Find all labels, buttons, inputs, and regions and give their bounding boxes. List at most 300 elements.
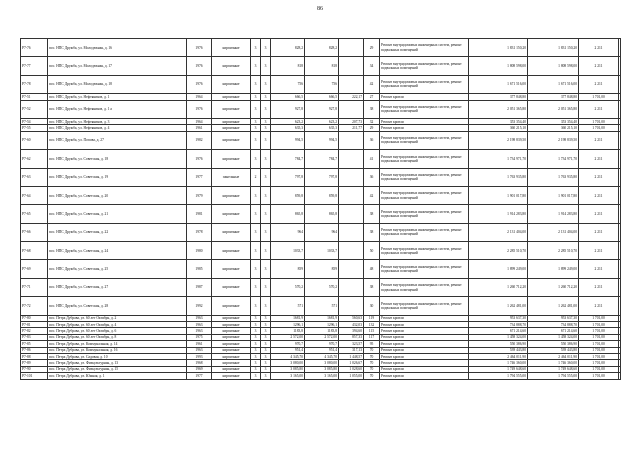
cell-row-id: Р7-51	[21, 94, 48, 100]
cell-build-year: 1963	[187, 328, 212, 334]
cell-address: пос. Петра Дубрава, ул. Южная, д. 1	[48, 373, 187, 379]
cell-address: пос. НПС Дружба, ул. Советская, д. 18	[48, 150, 187, 168]
cell-work-type: Ремонт кровли	[380, 366, 469, 372]
cell-roof-area	[339, 57, 364, 75]
cell-unit-limit	[619, 373, 621, 379]
cell-residents: 70	[364, 353, 380, 359]
cell-unit-limit	[619, 260, 621, 278]
cell-work-type: Ремонт внутридомовых инженерных систем, ремонт подвальных помещений	[380, 100, 469, 118]
cell-living-area: 859,8	[305, 186, 339, 204]
cell-residents: 70	[364, 360, 380, 366]
cell-row-id: Р7-55	[21, 125, 48, 131]
cell-unit-cost: 1 701,00	[579, 334, 619, 340]
cell-total-area: 1183,8	[271, 328, 305, 334]
cell-total-area: 571	[271, 297, 305, 315]
cell-cost: 2 131 404,00	[469, 223, 528, 241]
cell-cost: 550 386,90	[469, 341, 528, 347]
cell-total-cost: 1 260 712,20	[528, 278, 579, 296]
table-row	[21, 297, 621, 315]
cell-wall-material: кирпичные	[212, 353, 251, 359]
cell-unit-cost: 2 211	[579, 75, 619, 93]
cell-entrances: 3	[261, 131, 271, 149]
cell-residents: 38	[364, 100, 380, 118]
cell-floors: 3	[251, 341, 261, 347]
cell-address: пос. Петра Дубрава, ул. Физкультурная, д. 15	[48, 366, 187, 372]
cell-roof-area	[339, 150, 364, 168]
cell-cost: 1 901 017,80	[469, 186, 528, 204]
cell-unit-cost: 2 211	[579, 186, 619, 204]
cell-row-id: Р7-80	[21, 315, 48, 321]
cell-wall-material: кирпичные	[212, 131, 251, 149]
cell-total-cost: 539 443,80	[528, 347, 579, 353]
cell-row-id: Р7-64	[21, 186, 48, 204]
cell-address: пос. НПС Дружба, ул. Советская, д. 19	[48, 168, 187, 186]
cell-build-year: 1979	[187, 186, 212, 204]
cell-unit-cost: 2 211	[579, 57, 619, 75]
cell-address: пос. НПС Дружба, ул. Нефтяников, д. 1	[48, 94, 187, 100]
cell-roof-area	[339, 260, 364, 278]
cell-row-id: Р7-62	[21, 150, 48, 168]
cell-build-year: 1977	[187, 168, 212, 186]
cell-address: пос. НПС Дружба, ул. Советская, д. 27	[48, 278, 187, 296]
cell-living-area: 2 572,00	[305, 334, 339, 340]
cell-wall-material: панельные	[212, 168, 251, 186]
cell-cost: 734 888,70	[469, 322, 528, 328]
cell-roof-area	[339, 223, 364, 241]
cell-floors: 3	[251, 125, 261, 131]
cell-build-year: 1961	[187, 341, 212, 347]
cell-cost: 953 637,30	[469, 315, 528, 321]
cell-wall-material: кирпичные	[212, 39, 251, 57]
cell-roof-area: 1 055,00	[339, 373, 364, 379]
cell-build-year: 1987	[187, 278, 212, 296]
cell-unit-cost: 1 701,00	[579, 322, 619, 328]
cell-residents: 48	[364, 260, 380, 278]
cell-cost: 377 848,80	[469, 94, 528, 100]
cell-unit-limit	[619, 278, 621, 296]
cell-address: пос. НПС Дружба, ул. Советская, д. 28	[48, 297, 187, 315]
cell-row-id: Р7-63	[21, 168, 48, 186]
cell-total-cost: 377 848,80	[528, 94, 579, 100]
cell-residents: 30	[364, 297, 380, 315]
cell-total-cost: 1 734 971,70	[528, 150, 579, 168]
cell-living-area: 964	[305, 223, 339, 241]
cell-cost: 2 285 510,70	[469, 242, 528, 260]
cell-living-area: 865,8	[305, 205, 339, 223]
cell-roof-area	[339, 297, 364, 315]
cell-address: пос. НПС Дружба, ул. Советская, д. 22	[48, 223, 187, 241]
cell-unit-cost: 2 211	[579, 260, 619, 278]
cell-unit-cost: 1 701,00	[579, 118, 619, 124]
cell-residents: 70	[364, 373, 380, 379]
cell-build-year: 1993	[187, 353, 212, 359]
cell-living-area: 4 345,70	[305, 353, 339, 359]
cell-floors: 3	[251, 75, 261, 93]
cell-residents: 29	[364, 125, 380, 131]
cell-total-area: 859	[271, 260, 305, 278]
cell-work-type: Ремонт внутридомовых инженерных систем, ремонт подвальных помещений	[380, 260, 469, 278]
cell-total-cost: 671 214,60	[528, 328, 579, 334]
cell-residents: 50	[364, 242, 380, 260]
cell-address: пос. Петра Дубрава, ул. 60 лет Октября, д. 8	[48, 334, 187, 340]
cell-build-year: 1982	[187, 131, 212, 149]
cell-wall-material: кирпичные	[212, 341, 251, 347]
cell-total-area: 4 345,70	[271, 353, 305, 359]
cell-unit-cost: 2 211	[579, 205, 619, 223]
cell-unit-cost: 1 701,00	[579, 353, 619, 359]
cell-total-area: 818	[271, 57, 305, 75]
cell-residents: 132	[364, 322, 380, 328]
cell-row-id: Р7-65	[21, 205, 48, 223]
cell-build-year: 1976	[187, 75, 212, 93]
cell-total-area: 2 572,00	[271, 334, 305, 340]
cell-total-area: 970,7	[271, 341, 305, 347]
cell-row-id: Р7-83	[21, 334, 48, 340]
table-row	[21, 242, 621, 260]
cell-row-id: Р7-52	[21, 100, 48, 118]
cell-unit-cost: 1 701,00	[579, 315, 619, 321]
cell-work-type: Ремонт кровли	[380, 360, 469, 366]
cell-floors: 3	[251, 328, 261, 334]
cell-build-year: 1976	[187, 57, 212, 75]
cell-roof-area: 211,77	[339, 125, 364, 131]
cell-unit-cost: 2 211	[579, 297, 619, 315]
cell-entrances: 3	[261, 328, 271, 334]
cell-total-cost: 1 749 648,60	[528, 366, 579, 372]
cell-entrances: 3	[261, 373, 271, 379]
cell-total-area: 865,8	[271, 205, 305, 223]
cell-unit-cost: 2 211	[579, 242, 619, 260]
cell-unit-cost: 1 701,00	[579, 328, 619, 334]
cell-entrances: 3	[261, 334, 271, 340]
cell-residents: 29	[364, 39, 380, 57]
cell-living-area: 1681,9	[305, 315, 339, 321]
cell-roof-area	[339, 278, 364, 296]
cell-work-type: Ремонт внутридомовых инженерных систем, ремонт подвальных помещений	[380, 39, 469, 57]
cell-row-id: Р7-68	[21, 242, 48, 260]
cell-build-year: 1961	[187, 125, 212, 131]
cell-roof-area: 1 448,57	[339, 353, 364, 359]
cell-entrances: 3	[261, 75, 271, 93]
cell-residents: 27	[364, 94, 380, 100]
cell-floors: 3	[251, 100, 261, 118]
cell-roof-area	[339, 100, 364, 118]
cell-wall-material: кирпичные	[212, 75, 251, 93]
cell-living-area: 666,5	[305, 94, 339, 100]
cell-cost: 2 464 011,90	[469, 353, 528, 359]
cell-roof-area: 560,63	[339, 315, 364, 321]
cell-total-area: 828,2	[271, 39, 305, 57]
cell-cost: 1 671 516,00	[469, 75, 528, 93]
cell-total-cost: 2 051 365,80	[528, 100, 579, 118]
cell-floors: 3	[251, 334, 261, 340]
cell-floors: 2	[251, 168, 261, 186]
cell-work-type: Ремонт кровли	[380, 315, 469, 321]
cell-total-area: 927,8	[271, 100, 305, 118]
cell-floors: 3	[251, 322, 261, 328]
cell-total-cost: 1 831 150,20	[528, 39, 579, 57]
cell-wall-material: кирпичные	[212, 297, 251, 315]
cell-build-year: 1985	[187, 260, 212, 278]
cell-residents: 41	[364, 150, 380, 168]
cell-work-type: Ремонт кровли	[380, 125, 469, 131]
cell-row-id: Р7-81	[21, 322, 48, 328]
cell-cost: 1 763 935,80	[469, 168, 528, 186]
cell-roof-area: 432,03	[339, 322, 364, 328]
cell-living-area: 1033,7	[305, 242, 339, 260]
cell-row-id: Р7-89	[21, 360, 48, 366]
cell-work-type: Ремонт внутридомовых инженерных систем, ремонт подвальных помещений	[380, 186, 469, 204]
cell-floors: 3	[251, 205, 261, 223]
table-row	[21, 205, 621, 223]
cell-address: пос. Петра Дубрава, ул. 60 лет Октября, д. 4	[48, 322, 187, 328]
cell-roof-area	[339, 186, 364, 204]
cell-total-cost: 953 637,30	[528, 315, 579, 321]
cell-address: пос. НПС Дружба, ул. Советская, д. 25	[48, 260, 187, 278]
cell-address: пос. НПС Дружба, ул. Нефтяников, д. 1 а	[48, 100, 187, 118]
cell-unit-cost: 2 211	[579, 100, 619, 118]
cell-row-id: Р7-77	[21, 57, 48, 75]
cell-total-cost: 2 131 404,00	[528, 223, 579, 241]
cell-living-area: 951,4	[305, 347, 339, 353]
cell-work-type: Ремонт внутридомовых инженерных систем, ремонт подвальных помещений	[380, 75, 469, 93]
cell-roof-area: 1 028,60	[339, 366, 364, 372]
cell-living-area: 859	[305, 260, 339, 278]
cell-address: пос. НПС Дружба, ул. Нефтяников, д. 4	[48, 125, 187, 131]
cell-total-cost: 1 794 555,00	[528, 373, 579, 379]
cell-work-type: Ремонт внутридомовых инженерных систем, ремонт подвальных помещений	[380, 57, 469, 75]
cell-floors: 3	[251, 278, 261, 296]
cell-living-area: 623,2	[305, 118, 339, 124]
cell-unit-limit	[619, 131, 621, 149]
table-row	[21, 223, 621, 241]
cell-build-year: 1976	[187, 39, 212, 57]
cell-residents: 36	[364, 131, 380, 149]
cell-wall-material: кирпичные	[212, 366, 251, 372]
cell-build-year: 1963	[187, 322, 212, 328]
cell-total-area: 797,8	[271, 168, 305, 186]
cell-total-cost: 2 285 510,70	[528, 242, 579, 260]
cell-roof-area: 857,33	[339, 334, 364, 340]
cell-living-area: 1183,8	[305, 328, 339, 334]
cell-address: пос. НПС Дружба, ул. Молодежная, д. 16	[48, 39, 187, 57]
cell-total-area: 3 085,80	[271, 366, 305, 372]
cell-work-type: Ремонт внутридомовых инженерных систем, ремонт подвальных помещений	[380, 297, 469, 315]
cell-residents: 70	[364, 366, 380, 372]
cell-entrances: 3	[261, 347, 271, 353]
cell-unit-limit	[619, 100, 621, 118]
cell-cost: 1 914 283,80	[469, 205, 528, 223]
cell-entrances: 3	[261, 297, 271, 315]
cell-roof-area	[339, 131, 364, 149]
cell-entrances: 3	[261, 125, 271, 131]
cell-roof-area: 323,57	[339, 341, 364, 347]
cell-cost: 671 214,60	[469, 328, 528, 334]
cell-wall-material: кирпичные	[212, 360, 251, 366]
cell-total-cost: 1 262 481,00	[528, 297, 579, 315]
cell-roof-area: 207,73	[339, 118, 364, 124]
cell-total-cost: 360 215,10	[528, 125, 579, 131]
cell-entrances: 3	[261, 322, 271, 328]
cell-roof-area	[339, 168, 364, 186]
cell-floors: 3	[251, 360, 261, 366]
cell-unit-limit	[619, 223, 621, 241]
cell-roof-area	[339, 75, 364, 93]
cell-total-cost: 1 671 516,00	[528, 75, 579, 93]
cell-roof-area	[339, 39, 364, 57]
cell-floors: 3	[251, 353, 261, 359]
cell-living-area: 1296,1	[305, 322, 339, 328]
cell-wall-material: кирпичные	[212, 260, 251, 278]
cell-living-area: 570,2	[305, 278, 339, 296]
cell-row-id: Р7-66	[21, 223, 48, 241]
cell-address: пос. НПС Дружба, ул. Нефтяников, д. 3	[48, 118, 187, 124]
cell-wall-material: кирпичные	[212, 242, 251, 260]
cell-entrances: 3	[261, 150, 271, 168]
cell-build-year: 1976	[187, 100, 212, 118]
cell-floors: 3	[251, 118, 261, 124]
cell-cost: 1 749 648,60	[469, 366, 528, 372]
cell-wall-material: кирпичные	[212, 347, 251, 353]
cell-floors: 3	[251, 186, 261, 204]
cell-address: пос. Петра Дубрава, ул. 60 лет Октября, д. 6	[48, 328, 187, 334]
cell-unit-cost: 1 701,00	[579, 347, 619, 353]
page-number: 86	[317, 6, 323, 12]
cell-row-id: Р7-54	[21, 118, 48, 124]
cell-entrances: 3	[261, 360, 271, 366]
cell-floors: 3	[251, 223, 261, 241]
cell-work-type: Ремонт внутридомовых инженерных систем, ремонт подвальных помещений	[380, 168, 469, 186]
cell-living-area: 756	[305, 75, 339, 93]
cell-wall-material: кирпичные	[212, 125, 251, 131]
cell-cost: 1 808 598,00	[469, 57, 528, 75]
cell-build-year: 1980	[187, 242, 212, 260]
cell-unit-limit	[619, 186, 621, 204]
cell-total-cost: 550 386,90	[528, 341, 579, 347]
cell-living-area: 818	[305, 57, 339, 75]
cell-living-area: 3 085,80	[305, 366, 339, 372]
cell-living-area: 571	[305, 297, 339, 315]
cell-total-area: 859,8	[271, 186, 305, 204]
cell-row-id: Р7-82	[21, 328, 48, 334]
cell-living-area: 970,7	[305, 341, 339, 347]
table-row	[21, 131, 621, 149]
cell-total-area: 951,4	[271, 347, 305, 353]
cell-build-year: 1964	[187, 94, 212, 100]
cell-address: пос. НПС Дружба, ул. Советская, д. 24	[48, 242, 187, 260]
cell-unit-cost: 2 211	[579, 150, 619, 168]
table-row	[21, 168, 621, 186]
cell-entrances: 3	[261, 366, 271, 372]
cell-total-cost: 1 746 360,00	[528, 360, 579, 366]
cell-total-area: 635,3	[271, 125, 305, 131]
cell-living-area: 3 080,00	[305, 360, 339, 366]
cell-floors: 3	[251, 39, 261, 57]
cell-wall-material: кирпичные	[212, 186, 251, 204]
cell-wall-material: кирпичные	[212, 118, 251, 124]
cell-row-id: Р7-72	[21, 297, 48, 315]
cell-roof-area: 394,60	[339, 328, 364, 334]
cell-wall-material: кирпичные	[212, 57, 251, 75]
cell-work-type: Ремонт кровли	[380, 353, 469, 359]
cell-total-cost: 353 354,40	[528, 118, 579, 124]
cell-cost: 1 831 150,20	[469, 39, 528, 57]
cell-cost: 353 354,40	[469, 118, 528, 124]
cell-floors: 3	[251, 347, 261, 353]
cell-row-id: Р7-101	[21, 373, 48, 379]
cell-residents: 34	[364, 57, 380, 75]
cell-total-area: 1296,1	[271, 322, 305, 328]
cell-build-year: 1978	[187, 223, 212, 241]
cell-roof-area: 317,13	[339, 347, 364, 353]
cell-address: пос. НПС Дружба, ул. Советская, д. 20	[48, 186, 187, 204]
cell-total-area: 994,5	[271, 131, 305, 149]
cell-build-year: 1975	[187, 334, 212, 340]
cell-total-cost: 1 763 935,80	[528, 168, 579, 186]
cell-unit-limit	[619, 57, 621, 75]
cell-cost: 1 458 324,00	[469, 334, 528, 340]
cell-floors: 3	[251, 94, 261, 100]
cell-build-year: 1981	[187, 205, 212, 223]
cell-build-year: 1977	[187, 373, 212, 379]
repair-register-table	[20, 38, 621, 380]
cell-wall-material: кирпичные	[212, 373, 251, 379]
cell-cost: 1 260 712,20	[469, 278, 528, 296]
cell-total-area: 3 165,00	[271, 373, 305, 379]
cell-cost: 539 443,80	[469, 347, 528, 353]
cell-row-id: Р7-60	[21, 131, 48, 149]
cell-total-cost: 1 458 324,00	[528, 334, 579, 340]
cell-address: пос. Петра Дубрава, ул. 60 лет Октября, д. 2	[48, 315, 187, 321]
cell-entrances: 3	[261, 278, 271, 296]
cell-row-id: Р7-85	[21, 341, 48, 347]
cell-entrances: 3	[261, 341, 271, 347]
cell-work-type: Ремонт внутридомовых инженерных систем, ремонт подвальных помещений	[380, 223, 469, 241]
cell-cost: 1 734 971,70	[469, 150, 528, 168]
cell-living-area: 797,8	[305, 168, 339, 186]
cell-total-area: 964	[271, 223, 305, 241]
cell-unit-limit	[619, 205, 621, 223]
cell-residents: 38	[364, 223, 380, 241]
cell-floors: 3	[251, 150, 261, 168]
cell-unit-limit	[619, 39, 621, 57]
table-row	[21, 100, 621, 118]
cell-unit-cost: 1 701,00	[579, 366, 619, 372]
cell-residents: 36	[364, 168, 380, 186]
cell-entrances: 3	[261, 205, 271, 223]
cell-entrances: 3	[261, 57, 271, 75]
cell-unit-cost: 1 701,00	[579, 94, 619, 100]
cell-cost: 1 746 360,00	[469, 360, 528, 366]
cell-work-type: Ремонт кровли	[380, 118, 469, 124]
cell-floors: 3	[251, 366, 261, 372]
cell-build-year: 1963	[187, 347, 212, 353]
cell-cost: 1 794 555,00	[469, 373, 528, 379]
cell-unit-limit	[619, 75, 621, 93]
cell-total-cost: 1 808 598,00	[528, 57, 579, 75]
cell-entrances: 3	[261, 353, 271, 359]
cell-wall-material: кирпичные	[212, 322, 251, 328]
cell-residents: 38	[364, 278, 380, 296]
cell-living-area: 828,2	[305, 39, 339, 57]
cell-work-type: Ремонт кровли	[380, 322, 469, 328]
cell-row-id: Р7-90	[21, 366, 48, 372]
cell-build-year: 1963	[187, 315, 212, 321]
cell-entrances: 3	[261, 242, 271, 260]
cell-unit-cost: 2 211	[579, 278, 619, 296]
cell-living-area: 784,7	[305, 150, 339, 168]
cell-address: пос. НПС Дружба, ул. Молодежная, д. 18	[48, 75, 187, 93]
